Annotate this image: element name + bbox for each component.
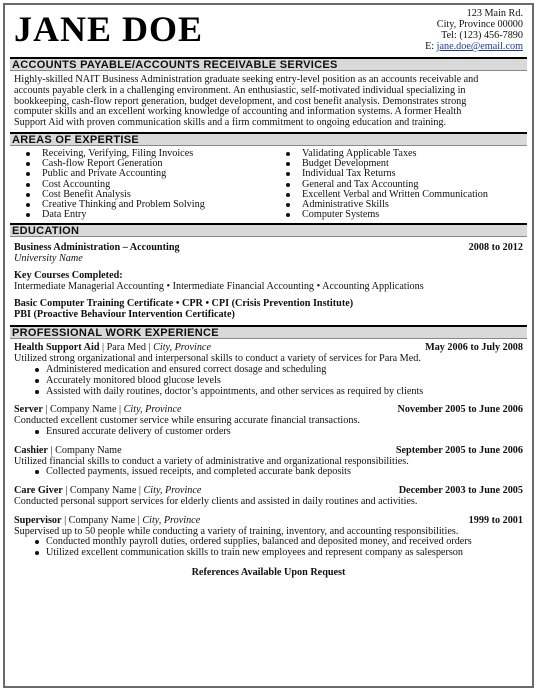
expertise-item: Budget Development — [284, 159, 488, 169]
summary-text — [14, 71, 523, 132]
courses-title: Key Courses Completed: — [14, 270, 123, 282]
expertise-item: Cost Accounting — [24, 180, 284, 190]
courses-list: Intermediate Managerial Accounting • Intermediate Financial Accounting • Accounting Applications — [14, 281, 424, 293]
job-bullet: Ensured accurate delivery of customer orders — [34, 427, 523, 438]
job-entry — [14, 446, 523, 478]
section-title-education: EDUCATION — [10, 223, 527, 237]
contact-city: City, Province 00000 — [436, 19, 523, 30]
job-entry — [14, 405, 523, 437]
expertise-column-left — [14, 149, 284, 220]
job-entry — [14, 343, 523, 397]
expertise-item: Cost Benefit Analysis — [24, 190, 284, 200]
job-description: Utilized financial skills to conduct a variety of administrative and organizational responsibilities. — [14, 455, 409, 467]
job-org: | Company Name | — [42, 404, 124, 416]
job-description: Conducted excellent customer service while ensuring accurate financial transactions. — [14, 415, 360, 427]
school-name: University Name — [14, 253, 83, 265]
job-bullets — [14, 427, 523, 438]
job-bullet: Administered medication and ensured correct dosage and scheduling — [34, 365, 523, 376]
job-dates: 1999 to 2001 — [468, 514, 523, 526]
job-description: Conducted personal support services for elderly clients and assisted in daily routines and activities. — [14, 495, 418, 507]
summary-line: bookkeeping, cash-flow report generation, budget development, and cost benefit analysis. Demonstrates strong — [14, 95, 467, 107]
job-bullet: Assisted with daily routines, doctor’s appointments, and other services as required by clients — [34, 387, 523, 398]
resume-content — [12, 8, 523, 682]
job-role: Care Giver — [14, 485, 63, 497]
summary-line: Highly-skilled NAIT Business Administration graduate seeking entry-level position as an accounts receivable and — [14, 74, 479, 85]
contact-block — [425, 8, 523, 52]
job-header — [14, 516, 523, 527]
job-bullets — [14, 467, 523, 478]
job-bullet: Utilized excellent communication skills to train new employees and represent company as salesperson — [34, 548, 523, 559]
job-org: | Para Med | — [99, 342, 154, 354]
expertise-item: General and Tax Accounting — [284, 180, 488, 190]
resume-header — [14, 8, 523, 57]
expertise-item: Administrative Skills — [284, 200, 488, 210]
experience-list — [14, 339, 523, 578]
section-title-summary: ACCOUNTS PAYABLE/ACCOUNTS RECEIVABLE SERVICES — [10, 57, 527, 71]
expertise-item: Data Entry — [24, 210, 284, 220]
references-note: References Available Upon Request — [191, 566, 346, 578]
email-link[interactable]: jane.doe@email.com — [436, 41, 523, 52]
degree-title: Business Administration – Accounting — [14, 242, 180, 254]
job-dates: November 2005 to June 2006 — [397, 404, 523, 416]
degree-years: 2008 to 2012 — [468, 242, 523, 254]
expertise-item: Validating Applicable Taxes — [284, 149, 488, 159]
job-place: City, Province — [153, 342, 211, 354]
job-place: City, Province — [142, 514, 201, 526]
certificates-line-2: PBI (Proactive Behaviour Intervention Certificate) — [14, 309, 235, 321]
expertise-item: Cash-flow Report Generation — [24, 159, 284, 169]
education-block — [14, 237, 523, 320]
job-bullet: Conducted monthly payroll duties, ordered supplies, balanced and deposited money, and received orders — [34, 537, 523, 548]
job-bullets — [14, 365, 523, 397]
expertise-item: Individual Tax Returns — [284, 169, 488, 179]
candidate-name: JANE DOE — [14, 9, 204, 49]
section-title-expertise: AREAS OF EXPERTISE — [10, 132, 527, 146]
job-bullet: Accurately monitored blood glucose levels — [34, 376, 523, 387]
expertise-item: Receiving, Verifying, Filing Invoices — [24, 149, 284, 159]
expertise-column-right — [284, 149, 488, 220]
job-dates: December 2003 to June 2005 — [398, 485, 523, 497]
job-org: | Company Name — [47, 444, 122, 456]
expertise-list — [14, 146, 523, 223]
job-org: | Company Name | — [62, 485, 144, 497]
expertise-item: Computer Systems — [284, 210, 488, 220]
section-title-experience: PROFESSIONAL WORK EXPERIENCE — [10, 325, 527, 339]
job-place: City, Province — [143, 485, 202, 497]
job-bullets — [14, 537, 523, 559]
job-dates: September 2005 to June 2006 — [395, 444, 523, 456]
contact-phone: Tel: (123) 456-7890 — [441, 30, 523, 41]
summary-line: Support Aid with proven communication skills and a firm commitment to ongoing education and training. — [14, 117, 447, 129]
summary-line: accounts payable clerk in a challenging environment. An enthusiastic, self-motivated individual specializing in — [14, 84, 466, 96]
job-header — [14, 446, 523, 457]
job-bullet: Collected payments, issued receipts, and completed accurate bank deposits — [34, 467, 523, 478]
expertise-item: Creative Thinking and Problem Solving — [24, 200, 284, 210]
job-dates: May 2006 to July 2008 — [425, 342, 523, 354]
resume-page — [3, 3, 534, 688]
contact-email-row — [425, 41, 523, 52]
job-role: Health Support Aid — [14, 342, 100, 354]
job-description: Utilized strong organizational and interpersonal skills to conduct a variety of services for Para Med. — [14, 353, 421, 365]
job-role: Cashier — [14, 444, 48, 456]
job-org: | Company Name | — [61, 514, 143, 526]
summary-line: computer skills and an excellent working knowledge of accounting and information systems. A former Health — [14, 106, 462, 118]
job-description: Supervised up to 50 people while conducting a variety of training, inventory, and accounting responsibilities. — [14, 525, 459, 537]
expertise-item: Public and Private Accounting — [24, 169, 284, 179]
job-role: Server — [14, 404, 43, 416]
certificates-line: Basic Computer Training Certificate • CPR • CPI (Crisis Prevention Institute) — [14, 298, 354, 310]
job-role: Supervisor — [14, 514, 62, 526]
job-entry — [14, 486, 523, 508]
degree-row — [14, 242, 523, 253]
job-place: City, Province — [123, 404, 182, 416]
contact-address: 123 Main Rd. — [466, 8, 523, 19]
email-prefix: E: — [425, 41, 435, 52]
expertise-item: Excellent Verbal and Written Communication — [284, 190, 488, 200]
job-entry — [14, 516, 523, 559]
